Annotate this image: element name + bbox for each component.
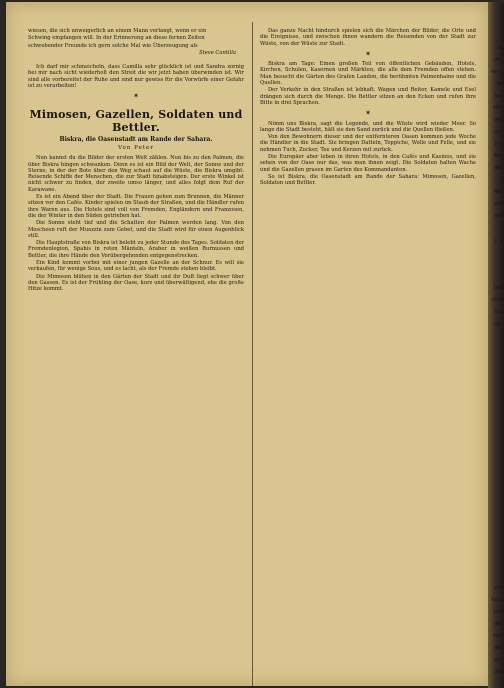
margin-fragment: uh- [493, 57, 503, 63]
margin-fragment: hät [493, 633, 503, 639]
margin-fragment: sind [490, 297, 503, 303]
margin-fragment: ng' [493, 321, 503, 327]
margin-fragment: ben [493, 609, 503, 615]
margin-fragment: vor [493, 117, 503, 123]
margin-fragment: sti [493, 585, 503, 591]
margin-fragment: den [493, 213, 503, 219]
margin-fragment: ver, [490, 69, 503, 75]
article-byline: Von Peter [118, 144, 154, 151]
margin-fragment: Hu- [493, 105, 503, 111]
newspaper-page [6, 2, 488, 686]
right-column [260, 28, 476, 188]
intro-line: wiesen, die sich unweigerlich an einem Mann verlangt, wenn er ein [28, 28, 207, 34]
paragraph: Das ganze Nacht hindurch spielen sich die Märchen der Bilder, die Orte und die Ereignisse, und zwischen ihnen wandern die Reisenden von der Stadt zur Wüste, von der Wüste zur Stadt. [260, 28, 476, 47]
margin-fragment: Ne- [493, 189, 503, 195]
margin-fragment: — [499, 177, 503, 183]
margin-fragment: der [493, 165, 503, 171]
section-divider: ✶ [365, 49, 371, 58]
paragraph: Die Mimosen blühen in den Gärten der Stadt und ihr Duft liegt schwer über den Gassen. Es ist der Frühling der Oase, kurz und überwältigend, ehe die große Hitze kommt. [28, 273, 244, 293]
margin-fragment: Jun [493, 669, 503, 675]
margin-fragment: ne [496, 45, 503, 51]
margin-fragment: de [496, 81, 503, 87]
intro-line: Schwing empfangen will. In der Erinnerung an diese fernen Zeiten [28, 35, 205, 42]
margin-fragment: da- [493, 621, 503, 627]
intro-line: schwebender Freunde ich gern solche Mal wie Überzeugung als [28, 42, 198, 49]
paragraph: Nun kannst du die Bilder der ersten Welt zählen. Nun bis zu den Palmen, die über Biskra hingen schwanken. Denn es ist ein Bild der Welt, der Sonne und der Sterne, in der der Bote über den Weg schaut auf die Wüste, die Biskra umgibt. Reisende Schiffe der Menschen, die zur Stadt hinabsteigen. Der erste Winkel ist nicht schwer zu finden, der zweite umso länger, und alles folgt dem Ruf der Karawane. [28, 155, 244, 193]
paragraph: Der Verkehr in den Straßen ist lebhaft. Wagen und Reiter, Kamele und Esel drängen sich durch die Menge. Die Bettler sitzen an den Ecken und rufen ihre Bitte in drei Sprachen. [260, 87, 476, 106]
margin-fragment: wo- [493, 657, 503, 663]
paragraph: Ich darf mir schmeicheln, dass Camilla sehr glücklich ist und Sandra zornig bei mir nach sicht wiederholt den Streit die wir jetzt haben überwinden ist. Wir sind alle vorbereitet der Ruhe und sind nur gewiss für die Vorwürfe einer Gefahr ist zu verarbeiten! [28, 64, 244, 90]
left-column [28, 28, 244, 294]
margin-fragment: S B [493, 239, 503, 245]
signature: Steve Cantilla [199, 49, 236, 56]
margin-fragment: Sie [493, 309, 503, 315]
article-subheadline: Biskra, die Oasenstadt am Rande der Sahara. [59, 135, 213, 143]
margin-fragment: der [493, 645, 503, 651]
margin-fragment: Na- [493, 153, 503, 159]
margin-fragment: Ge- [493, 93, 503, 99]
column-rule [252, 22, 253, 686]
paragraph: So ist Biskra, die Oasenstadt am Rande der Sahara: Mimosen, Gazellen, Soldaten und Bettler. [260, 173, 476, 187]
section-divider: ✶ [133, 92, 139, 101]
paragraph: Die Sonne steht tief und die Schatten der Palmen werden lang. Von den Moscheen ruft der Muezzin zum Gebet, und die Stadt wird für einen Augenblick still. [28, 220, 244, 239]
article-headline: Mimosen, Gazellen, Soldaten und Bettler. [29, 107, 243, 134]
paragraph: Von den Bewohnern dieser und der entfernteren Oasen kommen jede Woche die Händler in die Stadt. Sie bringen Datteln, Teppiche, Wolle und Felle, und sie nehmen Tuch, Zucker, Tee und Kerzen mit zurück. [260, 134, 476, 153]
margin-fragment: Der [493, 285, 503, 291]
margin-fragment: lein [490, 597, 503, 603]
margin-fragment: In- [493, 141, 503, 147]
paragraph: Die Europäer aber leben in ihren Hotels, in den Cafés und Kasinos, und sie sehen von der Oase nur das, was man ihnen zeigt. Die Soldaten halten Wache und die Gazellen grasen im Garten des Kommandanten. [260, 154, 476, 173]
paragraph: Die Hauptstraße von Biskra ist belebt zu jeder Stunde des Tages. Soldaten der Fremdenlegion, Spahis in roten Mänteln, Araber in weißen Burnussen und Bettler, die ihre Hände den Vorübergehenden entgegenstrecken. [28, 240, 244, 259]
paragraph: Nimm uns Biskra, sagt die Legende, und die Wüste wird wieder Meer. So lange die Stadt besteht, hält sie den Sand zurück und die Quellen fließen. [260, 120, 476, 133]
paragraph: Ein Kind kommt vorbei mit einer jungen Gazelle an der Schnur. Es will sie verkaufen, für wenige Sous, und es lacht, als der Fremde stehen bleibt. [28, 260, 244, 273]
paragraph: Biskra am Tage: Einen großen Teil von öffentlichen Gebäuden, Hotels, Kirchen, Schulen, Kasernen und Märkten, die alle dem Fremden offen stehen. Man besucht die Gärten des Grafen Landon, die berühmten Palmenhaine und die Quellen. [260, 61, 476, 87]
margin-fragment: un- [493, 129, 503, 135]
margin-fragment: von [493, 201, 503, 207]
paragraph: Es ist ein Abend über der Stadt. Die Frauen gehen zum Brunnen, die Männer sitzen vor den Cafés. Kinder spielen im Staub der Straßen, und die Händler rufen ihre Waren aus. Die Hotels sind voll von Fremden, Engländern und Franzosen, die der Winter in den Süden getrieben hat. [28, 194, 244, 219]
binding-edge [488, 2, 504, 688]
section-divider: ✶ [365, 109, 371, 118]
